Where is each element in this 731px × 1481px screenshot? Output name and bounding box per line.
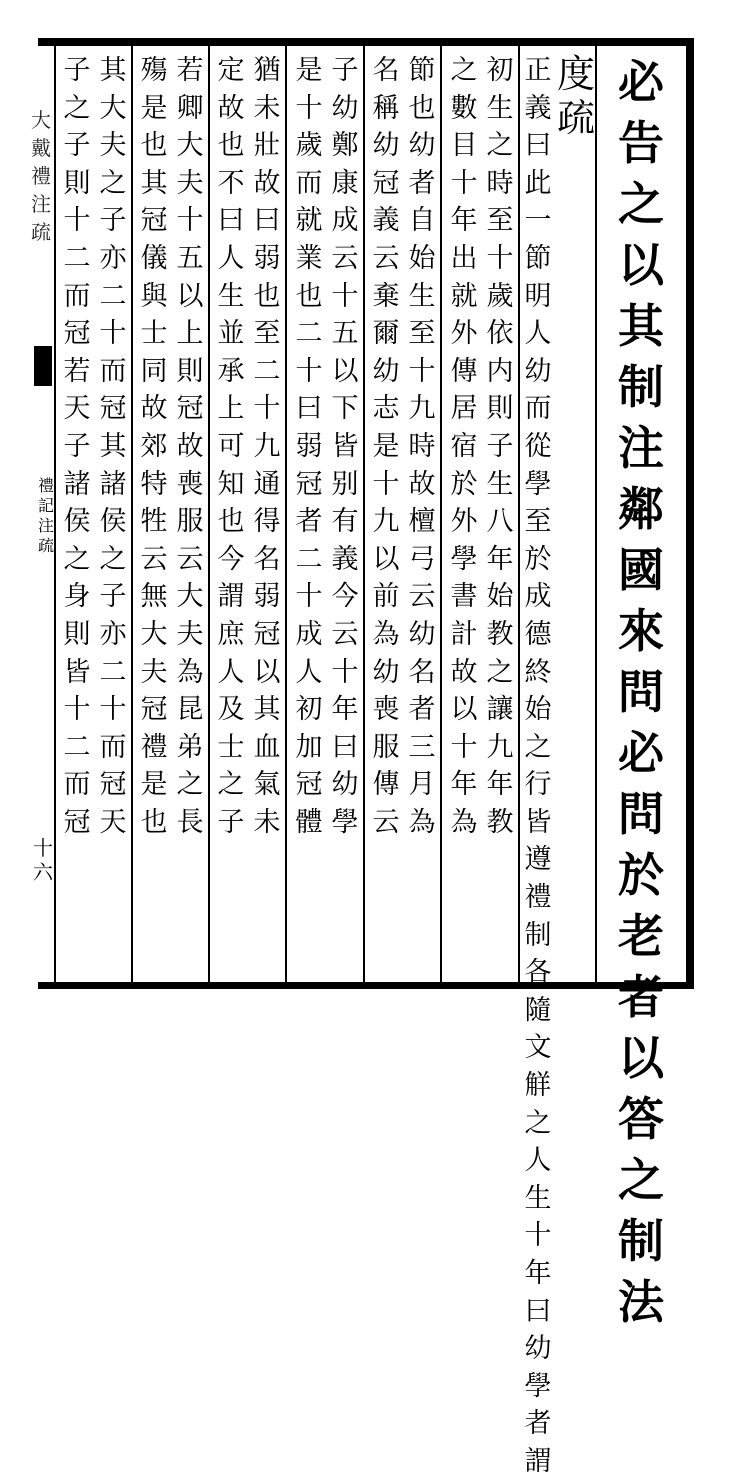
commentary-text: 節 也 幼 者 自 始 生 至 十 九 時 故 檀 弓 云 幼 名 者 三 月 為 bbox=[408, 55, 436, 838]
commentary-text: 殤 是 也 其 冠 儀 與 士 同 故 郊 特 牲 云 無 大 夫 冠 禮 是 也 bbox=[140, 55, 168, 838]
frame-top-border bbox=[38, 38, 692, 46]
commentary-text: 名 稱 幼 冠 義 云 棄 爾 幼 志 是 十 九 以 前 為 幼 喪 服 傳 云 bbox=[372, 55, 400, 838]
fishtail-mark bbox=[34, 346, 52, 386]
running-title: 大 戴 禮 注 疏 bbox=[31, 108, 51, 244]
text-column bbox=[613, 52, 669, 1329]
page-margin bbox=[0, 46, 52, 982]
text-column bbox=[518, 52, 595, 1477]
text-column bbox=[363, 52, 440, 982]
commentary-text: 正 義 曰 此 一 節 明 人 幼 而 從 學 至 於 成 德 終 始 之 行 皆 遵 禮 制 各 隨 文 觧 之 人 生 十 年 曰 幼 學 者 謂 bbox=[524, 55, 552, 1477]
commentary-text: 定 故 也 不 曰 人 生 並 承 上 可 知 也 今 謂 庶 人 及 士 之 子 bbox=[217, 55, 245, 838]
commentary-text: 是 十 歲 而 就 業 也 二 十 曰 弱 冠 者 二 十 成 人 初 加 冠 體 bbox=[295, 55, 323, 838]
text-column bbox=[285, 52, 363, 982]
commentary-text: 子 幼 鄭 康 成 云 十 五 以 下 皆 别 有 義 今 云 十 年 曰 幼 學 bbox=[331, 55, 359, 838]
commentary-text: 猶 未 壯 故 曰 弱 也 至 二 十 九 通 得 名 弱 冠 以 其 血 氣 未 bbox=[253, 55, 281, 838]
column-rule bbox=[595, 46, 597, 982]
text-column bbox=[131, 52, 208, 982]
frame-right-border bbox=[686, 38, 694, 989]
commentary-heading: 度 疏 bbox=[556, 52, 595, 140]
commentary-text: 初 生 之 時 至 十 歲 依 内 則 子 生 八 年 始 教 之 讓 九 年 教 bbox=[486, 55, 514, 838]
page-number: 十六 bbox=[33, 836, 53, 884]
text-column bbox=[208, 52, 285, 982]
commentary-text: 之 數 目 十 年 出 就 外 傳 居 宿 於 外 學 書 計 故 以 十 年 為 bbox=[450, 55, 478, 838]
text-column bbox=[56, 52, 131, 982]
commentary-text: 子 之 子 則 十 二 而 冠 若 天 子 諸 侯 之 身 則 皆 十 二 而 冠 bbox=[63, 55, 91, 838]
book-title: 禮 記 注 疏 bbox=[37, 476, 54, 555]
commentary-text: 若 卿 大 夫 十 五 以 上 則 冠 故 喪 服 云 大 夫 為 昆 弟 之 長 bbox=[176, 55, 204, 838]
main-text: 必 告 之 以 其 制 注 鄰 國 來 問 必 問 於 老 者 以 答 之 制 法 bbox=[618, 55, 664, 1329]
commentary-text: 其 大 夫 之 子 亦 二 十 而 冠 其 諸 侯 之 子 亦 二 十 而 冠 天 bbox=[99, 55, 127, 838]
text-column bbox=[440, 52, 518, 982]
